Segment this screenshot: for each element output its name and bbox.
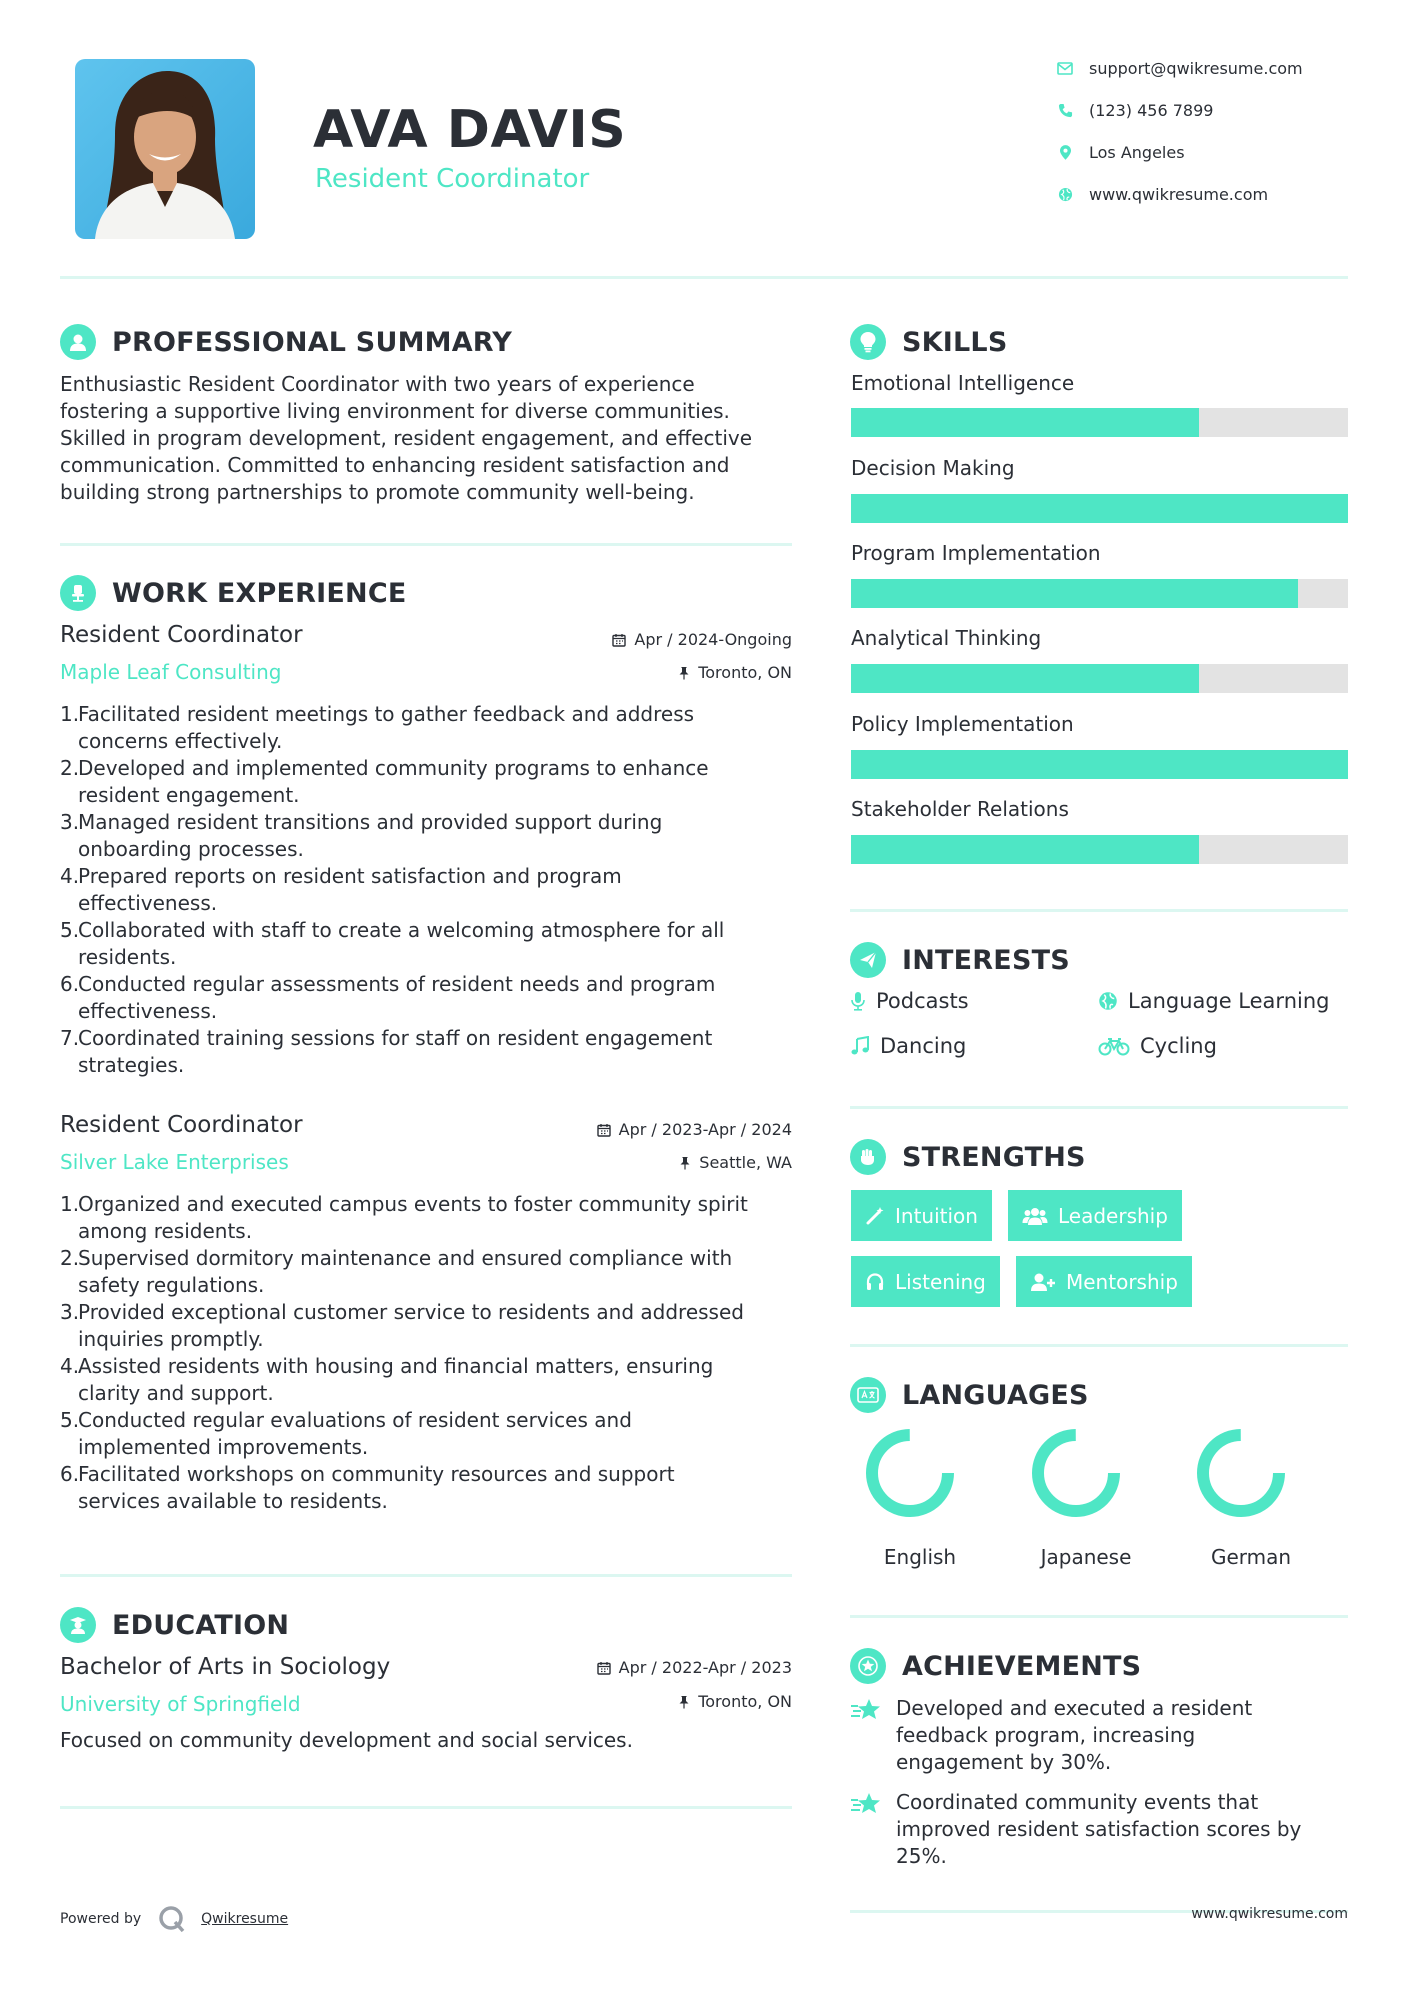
education-heading: EDUCATION [60, 1607, 289, 1643]
qwikresume-link[interactable]: Qwikresume [201, 1911, 289, 1927]
skill-bar-fill [851, 835, 1199, 864]
star-badge-icon [850, 1648, 886, 1684]
interest-language-learning: Language Learning [1098, 989, 1329, 1013]
candidate-name: AVA DAVIS [313, 100, 627, 160]
job-2-location: Seattle, WA [500, 1153, 792, 1172]
job-2-company: Silver Lake Enterprises [60, 1150, 289, 1174]
list-item: 3. Provided exceptional customer service to residents and addressed inquiries promptly. [60, 1300, 744, 1351]
fist-icon [850, 1139, 886, 1175]
job-1-bullets [60, 701, 805, 1079]
users-icon [1022, 1206, 1048, 1226]
contact-website-text: www.qwikresume.com [1089, 184, 1269, 204]
envelope-icon [1055, 58, 1075, 78]
strength-tag-intuition: Intuition [851, 1190, 992, 1241]
language-label-english: English [883, 1545, 957, 1569]
list-item: 5. Collaborated with staff to create a welcoming atmosphere for all residents. [60, 918, 725, 969]
job-2-date: Apr / 2023-Apr / 2024 [500, 1120, 792, 1139]
chair-icon [60, 575, 96, 611]
globe-icon [1055, 184, 1075, 204]
experience-divider [60, 1574, 792, 1577]
list-item: 6. Conducted regular assessments of resident needs and program effectiveness. [60, 972, 716, 1023]
skill-bar-fill [851, 408, 1199, 437]
microphone-icon [850, 991, 866, 1011]
profile-photo [75, 59, 255, 239]
footer-powered: Powered by Qwikresume [60, 1904, 288, 1934]
shooting-star-icon [850, 1791, 882, 1817]
education-date: Apr / 2022-Apr / 2023 [500, 1658, 792, 1677]
music-note-icon [850, 1036, 870, 1056]
skill-bar-track [851, 408, 1348, 437]
qwikresume-logo-icon [157, 1904, 187, 1934]
contact-website[interactable] [1055, 184, 1268, 204]
user-plus-icon [1030, 1272, 1056, 1292]
magic-wand-icon [865, 1206, 885, 1226]
job-1-title: Resident Coordinator [60, 622, 303, 648]
interests-heading: INTERESTS [850, 942, 1070, 978]
strengths-divider [850, 1344, 1348, 1347]
contact-email-text: support@qwikresume.com [1089, 58, 1303, 78]
skills-heading: SKILLS [850, 324, 1007, 360]
job-2-bullets [60, 1191, 805, 1515]
map-pin-icon [1055, 142, 1075, 162]
list-item: 1. Facilitated resident meetings to gather feedback and address concerns effectively. [60, 702, 695, 753]
education-description: Focused on community development and social services. [60, 1728, 633, 1752]
language-label-german: German [1210, 1545, 1292, 1569]
summary-text: Enthusiastic Resident Coordinator with two years of experience fostering a supportive living environment for diverse communities. Skilled in program development, resident engagement, and effective communication. Committed to enhancing resident satisfaction and building strong partnerships to promote community well-being. [60, 372, 753, 504]
interest-cycling: Cycling [1098, 1034, 1217, 1058]
graduate-icon [60, 1607, 96, 1643]
education-divider [60, 1806, 792, 1809]
skills-divider [850, 909, 1348, 912]
contact-email[interactable] [1055, 58, 1303, 78]
skill-bar-fill [851, 750, 1348, 779]
footer-url[interactable]: www.qwikresume.com [1191, 1906, 1348, 1922]
summary-heading: PROFESSIONAL SUMMARY [60, 324, 512, 360]
skill-bar-track [851, 664, 1348, 693]
job-1-date: Apr / 2024-Ongoing [500, 630, 792, 649]
list-item: 4. Assisted residents with housing and financial matters, ensuring clarity and support. [60, 1354, 714, 1405]
calendar-icon [597, 1661, 611, 1675]
user-icon [60, 324, 96, 360]
skill-bar-fill [851, 494, 1348, 523]
language-ring-japanese [1038, 1435, 1114, 1511]
pushpin-icon [678, 1695, 690, 1709]
skill-bar-track [851, 750, 1348, 779]
contact-phone-text: (123) 456 7899 [1089, 100, 1214, 120]
skill-label: Stakeholder Relations [851, 797, 1069, 821]
strength-tag-mentorship: Mentorship [1016, 1256, 1192, 1307]
language-ring-english [872, 1435, 948, 1511]
bicycle-icon [1098, 1036, 1130, 1056]
interests-divider [850, 1106, 1348, 1109]
phone-icon [1055, 100, 1075, 120]
pushpin-icon [679, 1156, 691, 1170]
strengths-heading: STRENGTHS [850, 1139, 1086, 1175]
job-2-title: Resident Coordinator [60, 1112, 303, 1138]
languages-chart [850, 1425, 1350, 1570]
job-1-location: Toronto, ON [500, 663, 792, 682]
achievements-heading: ACHIEVEMENTS [850, 1648, 1141, 1684]
skill-bar-fill [851, 579, 1298, 608]
skill-bar-track [851, 579, 1348, 608]
interest-dancing: Dancing [850, 1034, 966, 1058]
calendar-icon [597, 1123, 611, 1137]
languages-heading: LANGUAGES [850, 1377, 1089, 1413]
education-degree: Bachelor of Arts in Sociology [60, 1654, 391, 1680]
contact-location [1055, 142, 1185, 162]
list-item: 7. Coordinated training sessions for staff on resident engagement strategies. [60, 1026, 713, 1077]
list-item: 2. Developed and implemented community programs to enhance resident engagement. [60, 756, 709, 807]
skill-label: Analytical Thinking [851, 626, 1042, 650]
achievement-item: Coordinated community events that improved resident satisfaction scores by 25%. [850, 1789, 1340, 1870]
list-item: 5. Conducted regular evaluations of resident services and implemented improvements. [60, 1408, 632, 1459]
list-item: 3. Managed resident transitions and provided support during onboarding processes. [60, 810, 663, 861]
list-item: 6. Facilitated workshops on community resources and support services available to residents. [60, 1462, 675, 1513]
strength-tag-leadership: Leadership [1008, 1190, 1182, 1241]
achievement-item: Developed and executed a resident feedback program, increasing engagement by 30%. [850, 1695, 1340, 1776]
contact-phone[interactable] [1055, 100, 1213, 120]
language-label-japanese: Japanese [1040, 1545, 1132, 1569]
strength-tag-listening: Listening [851, 1256, 1000, 1307]
calendar-icon [612, 633, 626, 647]
language-card-icon [850, 1377, 886, 1413]
languages-divider [850, 1615, 1348, 1618]
skill-bar-track [851, 835, 1348, 864]
experience-heading: WORK EXPERIENCE [60, 575, 406, 611]
candidate-role: Resident Coordinator [315, 164, 590, 194]
shooting-star-icon [850, 1697, 882, 1723]
language-ring-german [1203, 1435, 1279, 1511]
interest-podcasts: Podcasts [850, 989, 969, 1013]
skill-label: Program Implementation [851, 541, 1101, 565]
skill-label: Policy Implementation [851, 712, 1074, 736]
skill-label: Decision Making [851, 456, 1015, 480]
header-divider [60, 276, 1348, 279]
education-location: Toronto, ON [500, 1692, 792, 1711]
list-item: 1. Organized and executed campus events to foster community spirit among residents. [60, 1192, 748, 1243]
skill-bar-fill [851, 664, 1199, 693]
education-school: University of Springfield [60, 1692, 301, 1716]
summary-divider [60, 543, 792, 546]
globe-icon [1098, 991, 1118, 1011]
pushpin-icon [678, 666, 690, 680]
list-item: 2. Supervised dormitory maintenance and ensured compliance with safety regulations. [60, 1246, 733, 1297]
contact-location-text: Los Angeles [1089, 142, 1185, 162]
skill-label: Emotional Intelligence [851, 371, 1075, 395]
job-1-company: Maple Leaf Consulting [60, 660, 282, 684]
skill-bar-track [851, 494, 1348, 523]
paper-plane-icon [850, 942, 886, 978]
headphones-icon [865, 1272, 885, 1292]
list-item: 4. Prepared reports on resident satisfaction and program effectiveness. [60, 864, 622, 915]
lightbulb-icon [850, 324, 886, 360]
